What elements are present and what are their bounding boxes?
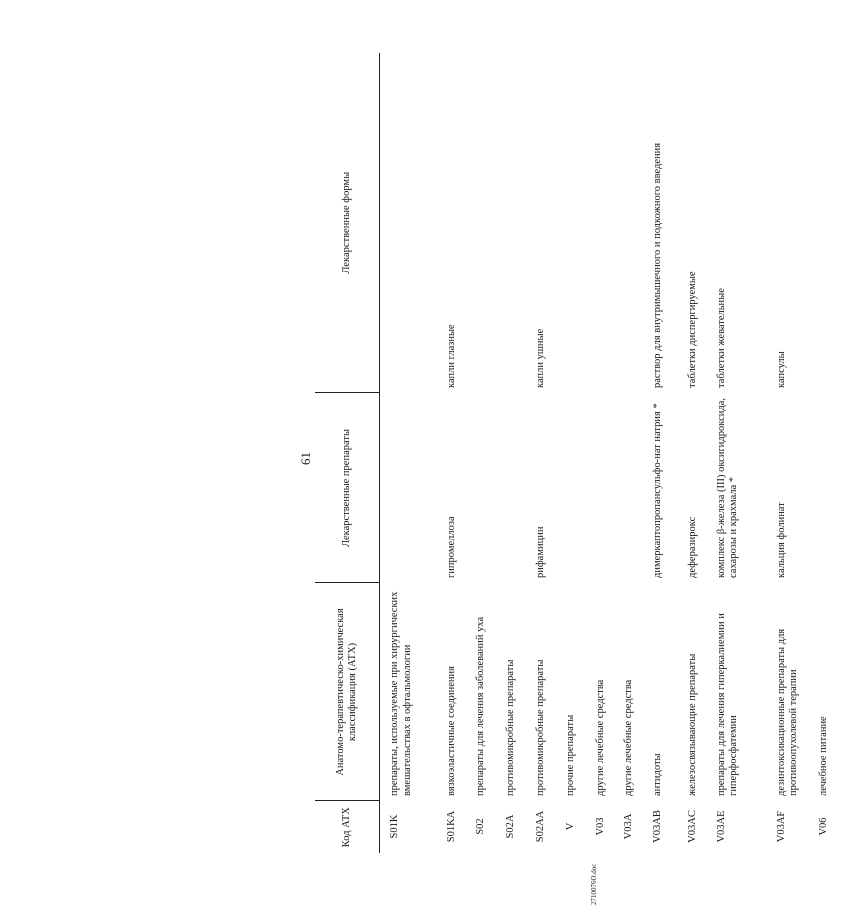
- table-row: [592, 53, 620, 853]
- header-drugs: Лекарственные препараты: [315, 393, 380, 583]
- atc-code: V06: [817, 817, 829, 836]
- dosage-form: [380, 53, 443, 393]
- atc-code: V03AC: [686, 810, 698, 843]
- dosage-form: [472, 53, 502, 393]
- atc-name: противомикробные препараты: [534, 659, 546, 796]
- dosage-form: капли ушные: [534, 328, 546, 388]
- atc-name: лечебное питание: [817, 716, 829, 796]
- table-row: [380, 53, 443, 853]
- table-header-row: [315, 53, 380, 853]
- dosage-form: таблетки диспергируемые: [686, 271, 698, 388]
- atc-code: S02A: [504, 814, 516, 839]
- atc-name: препараты для лечения гиперкалиемии и гиперфосфатемии: [715, 613, 739, 796]
- atc-name: вязкоэластичные соединения: [445, 666, 457, 796]
- drug-name: [562, 393, 592, 583]
- table-row: [620, 53, 649, 853]
- table-row: [472, 53, 502, 853]
- table-row: [562, 53, 592, 853]
- atc-name: другие лечебные средства: [622, 679, 634, 796]
- atc-code: S02AA: [534, 810, 546, 843]
- drug-name: [815, 393, 841, 583]
- atc-code: S01K: [389, 814, 400, 839]
- drug-name: [502, 393, 532, 583]
- drug-name: комплекс β-железа (III) оксигидроксида, сахарозы и крахмала *: [715, 398, 739, 578]
- drug-name: кальция фолинат: [775, 502, 787, 578]
- drug-name: гипромеллоза: [445, 516, 457, 578]
- file-name-footer: 2710076O.doc: [590, 863, 598, 905]
- atc-code: V03A: [622, 813, 634, 840]
- dosage-form: капсулы: [775, 351, 787, 388]
- table-row: [815, 53, 841, 853]
- dosage-form: [815, 53, 841, 393]
- atc-table: [315, 53, 841, 853]
- table-row: [532, 53, 562, 853]
- atc-code: V03AF: [775, 810, 787, 843]
- dosage-form: [502, 53, 532, 393]
- atc-code: V: [564, 822, 576, 831]
- dosage-form: таблетки жевательные: [715, 288, 727, 388]
- drug-name: [620, 393, 649, 583]
- table-row: [502, 53, 532, 853]
- atc-name: препараты, используемые при хирургических вмешательствах в офтальмологии: [389, 591, 413, 796]
- table-row: [684, 53, 713, 853]
- table-row: [649, 53, 684, 853]
- dosage-form: [620, 53, 649, 393]
- atc-name: прочие препараты: [564, 714, 576, 796]
- header-code: Код АТХ: [315, 801, 380, 853]
- atc-code: V03AB: [651, 810, 663, 843]
- atc-name: другие лечебные средства: [594, 679, 606, 796]
- header-forms: Лекарственные формы: [315, 53, 380, 393]
- atc-code: V03: [594, 817, 606, 836]
- dosage-form: [562, 53, 592, 393]
- atc-name: железосвязывающие препараты: [686, 653, 698, 796]
- dosage-form: [592, 53, 620, 393]
- atc-name: антидоты: [651, 753, 663, 796]
- atc-name: препараты для лечения заболеваний уха: [474, 616, 486, 796]
- table-row: [713, 53, 773, 853]
- header-atc: Анатомо-терапевтическо-химическая классификация (АТХ): [315, 583, 380, 801]
- atc-name: противомикробные препараты: [504, 659, 516, 796]
- drug-name: димеркаптопропансульфо-нат натрия *: [651, 403, 663, 578]
- page-number: 61: [298, 452, 313, 465]
- dosage-form: раствор для внутримышечного и подкожного введения: [651, 142, 663, 388]
- table-row: [773, 53, 815, 853]
- atc-code: V03AE: [715, 810, 727, 843]
- drug-name: [472, 393, 502, 583]
- drug-name: рифамицин: [534, 526, 546, 578]
- drug-name: [380, 393, 443, 583]
- atc-code: S02: [474, 818, 486, 835]
- drug-name: [592, 393, 620, 583]
- atc-name: дезинтоксикационные препараты для противоопухолевой терапии: [775, 628, 799, 796]
- drug-name: деферазирокс: [686, 516, 698, 578]
- dosage-form: капли глазные: [445, 324, 457, 388]
- table-row: [443, 53, 472, 853]
- atc-code: S01KA: [445, 810, 457, 843]
